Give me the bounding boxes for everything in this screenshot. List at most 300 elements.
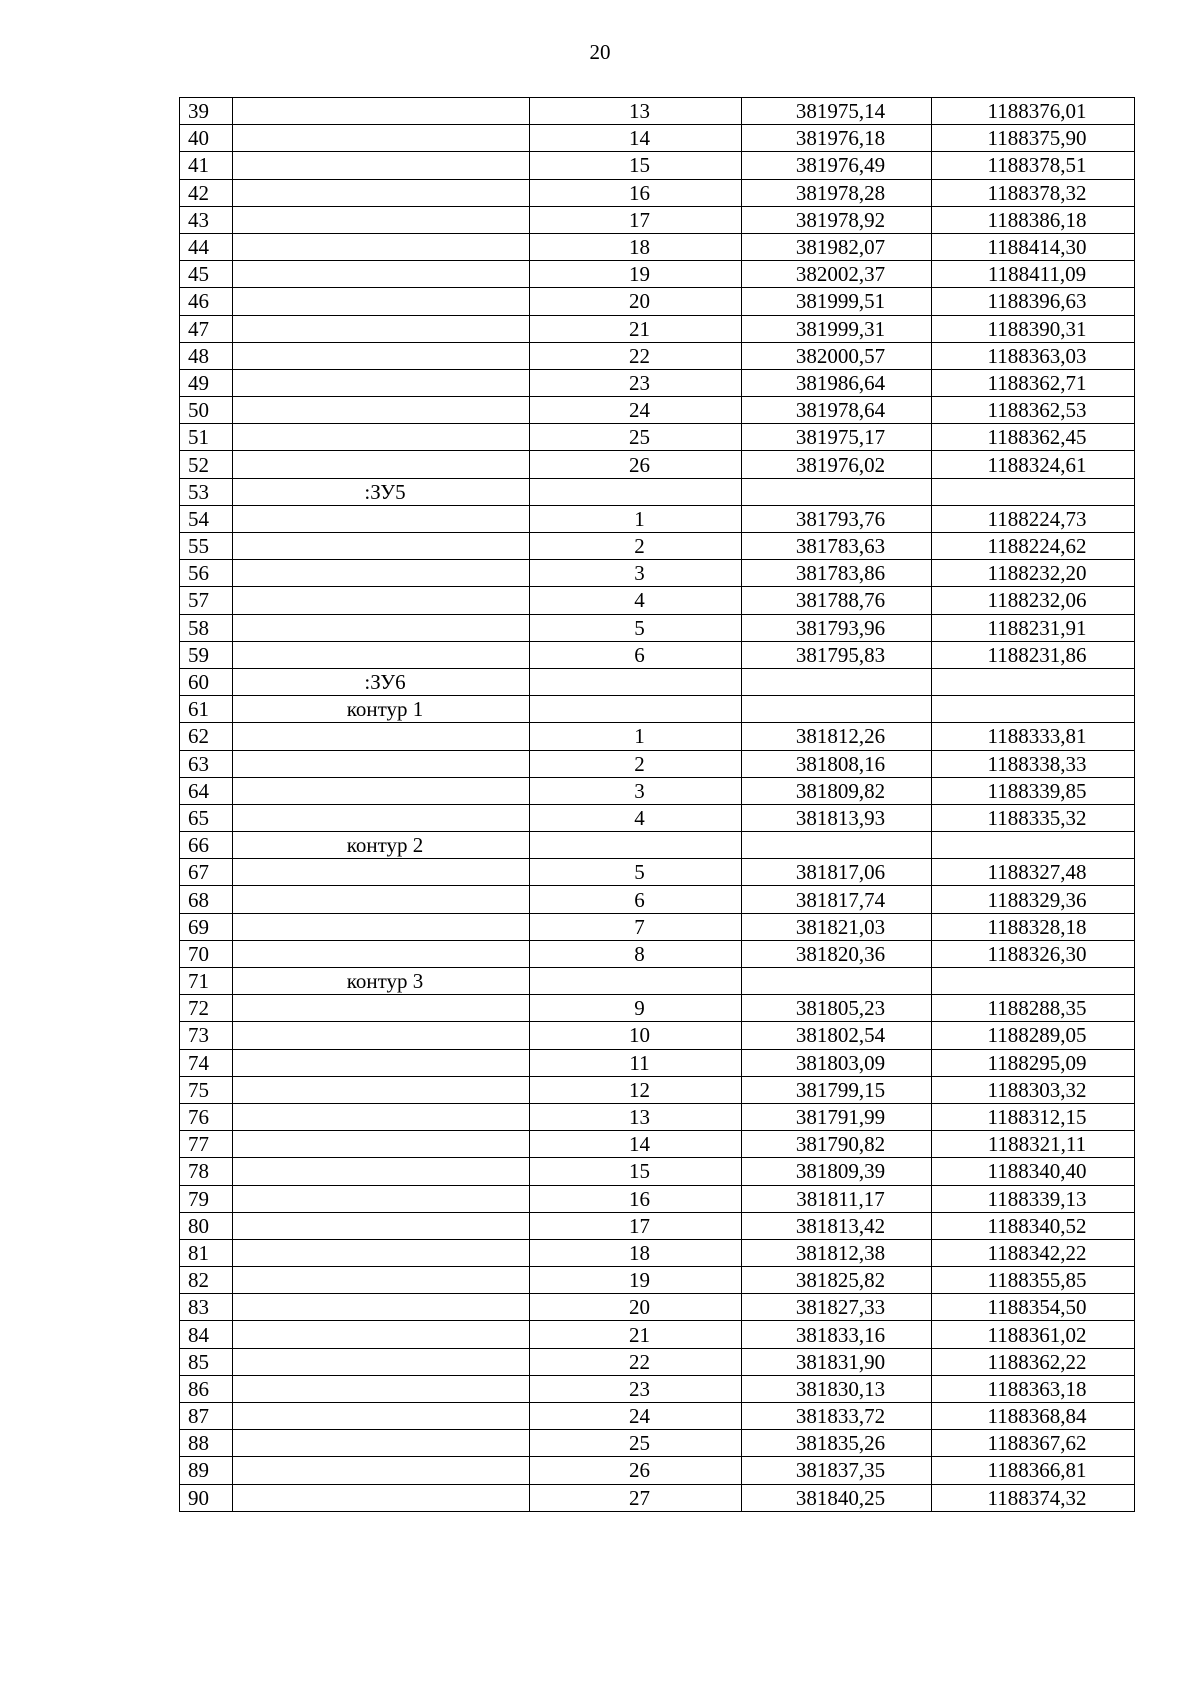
coordinate-y: 1188378,32: [932, 179, 1135, 206]
row-number: 85: [180, 1348, 233, 1375]
parcel-label: [233, 1375, 530, 1402]
row-number: 54: [180, 505, 233, 532]
table-row: [180, 1321, 1135, 1348]
coordinate-y: 1188326,30: [932, 940, 1135, 967]
parcel-label: [233, 777, 530, 804]
coordinate-x: 381817,06: [742, 859, 932, 886]
coordinate-x: 381783,86: [742, 560, 932, 587]
table-row: [180, 179, 1135, 206]
point-number: 13: [530, 98, 742, 125]
coordinate-x: 382002,37: [742, 261, 932, 288]
coordinate-x: 381793,96: [742, 614, 932, 641]
coordinate-y: 1188328,18: [932, 913, 1135, 940]
table-row: [180, 315, 1135, 342]
coordinate-x: 381835,26: [742, 1430, 932, 1457]
table-row: [180, 98, 1135, 125]
parcel-label: [233, 886, 530, 913]
point-number: 26: [530, 1457, 742, 1484]
table-row: [180, 995, 1135, 1022]
point-number: 14: [530, 1131, 742, 1158]
point-number: 21: [530, 315, 742, 342]
parcel-label: [233, 804, 530, 831]
point-number: 4: [530, 587, 742, 614]
coordinate-x: 381805,23: [742, 995, 932, 1022]
coordinate-x: 381821,03: [742, 913, 932, 940]
coordinate-x: 381802,54: [742, 1022, 932, 1049]
coordinates-table: [179, 97, 1135, 1512]
coordinate-y: 1188340,40: [932, 1158, 1135, 1185]
coordinate-x: 381986,64: [742, 369, 932, 396]
coordinate-x: 381827,33: [742, 1294, 932, 1321]
row-number: 49: [180, 369, 233, 396]
table-row: [180, 668, 1135, 695]
point-number: [530, 668, 742, 695]
parcel-label: [233, 342, 530, 369]
parcel-label: [233, 451, 530, 478]
table-row: [180, 1212, 1135, 1239]
parcel-label: [233, 1049, 530, 1076]
point-number: 19: [530, 261, 742, 288]
coordinate-x: 382000,57: [742, 342, 932, 369]
coordinate-y: 1188321,11: [932, 1131, 1135, 1158]
parcel-label: [233, 533, 530, 560]
row-number: 60: [180, 668, 233, 695]
point-number: 20: [530, 288, 742, 315]
point-number: 3: [530, 777, 742, 804]
coordinate-x: 381982,07: [742, 233, 932, 260]
coordinate-y: 1188329,36: [932, 886, 1135, 913]
point-number: 2: [530, 750, 742, 777]
point-number: 2: [530, 533, 742, 560]
point-number: 8: [530, 940, 742, 967]
table-row: [180, 804, 1135, 831]
row-number: 40: [180, 125, 233, 152]
point-number: 12: [530, 1076, 742, 1103]
point-number: 16: [530, 179, 742, 206]
coordinate-y: 1188231,91: [932, 614, 1135, 641]
coordinate-x: 381817,74: [742, 886, 932, 913]
row-number: 51: [180, 424, 233, 451]
coordinate-y: 1188376,01: [932, 98, 1135, 125]
point-number: 20: [530, 1294, 742, 1321]
coordinate-y: 1188289,05: [932, 1022, 1135, 1049]
parcel-label: [233, 560, 530, 587]
coordinate-x: 381783,63: [742, 533, 932, 560]
coordinate-x: 381811,17: [742, 1185, 932, 1212]
row-number: 78: [180, 1158, 233, 1185]
coordinate-y: 1188288,35: [932, 995, 1135, 1022]
row-number: 41: [180, 152, 233, 179]
parcel-label: контур 3: [233, 968, 530, 995]
point-number: 17: [530, 1212, 742, 1239]
coordinate-x: 381788,76: [742, 587, 932, 614]
coordinate-x: 381791,99: [742, 1103, 932, 1130]
parcel-label: [233, 614, 530, 641]
table-row: [180, 1049, 1135, 1076]
row-number: 81: [180, 1239, 233, 1266]
table-row: [180, 560, 1135, 587]
coordinate-x: 381975,17: [742, 424, 932, 451]
coordinate-y: [932, 696, 1135, 723]
row-number: 69: [180, 913, 233, 940]
parcel-label: [233, 261, 530, 288]
coordinate-y: 1188224,62: [932, 533, 1135, 560]
row-number: 43: [180, 206, 233, 233]
point-number: 11: [530, 1049, 742, 1076]
row-number: 55: [180, 533, 233, 560]
row-number: 47: [180, 315, 233, 342]
row-number: 52: [180, 451, 233, 478]
parcel-label: [233, 1294, 530, 1321]
point-number: 17: [530, 206, 742, 233]
coordinate-y: 1188411,09: [932, 261, 1135, 288]
coordinate-y: 1188335,32: [932, 804, 1135, 831]
point-number: 4: [530, 804, 742, 831]
row-number: 45: [180, 261, 233, 288]
table-row: [180, 288, 1135, 315]
table-row: [180, 125, 1135, 152]
table-row: [180, 777, 1135, 804]
row-number: 42: [180, 179, 233, 206]
parcel-label: [233, 206, 530, 233]
coordinate-y: 1188231,86: [932, 641, 1135, 668]
parcel-label: [233, 995, 530, 1022]
coordinate-y: 1188354,50: [932, 1294, 1135, 1321]
table-row: [180, 641, 1135, 668]
coordinate-y: [932, 668, 1135, 695]
parcel-label: [233, 1212, 530, 1239]
row-number: 58: [180, 614, 233, 641]
point-number: 1: [530, 723, 742, 750]
point-number: 5: [530, 859, 742, 886]
parcel-label: [233, 723, 530, 750]
point-number: 18: [530, 1239, 742, 1266]
row-number: 50: [180, 397, 233, 424]
row-number: 89: [180, 1457, 233, 1484]
coordinate-y: 1188333,81: [932, 723, 1135, 750]
coordinate-x: 381812,26: [742, 723, 932, 750]
coordinate-x: 381999,51: [742, 288, 932, 315]
parcel-label: [233, 125, 530, 152]
parcel-label: :ЗУ5: [233, 478, 530, 505]
coordinate-x: [742, 696, 932, 723]
parcel-label: [233, 1267, 530, 1294]
table-row: [180, 342, 1135, 369]
row-number: 80: [180, 1212, 233, 1239]
table-row: [180, 886, 1135, 913]
coordinate-x: 381799,15: [742, 1076, 932, 1103]
parcel-label: [233, 1403, 530, 1430]
parcel-label: [233, 859, 530, 886]
parcel-label: [233, 1185, 530, 1212]
row-number: 53: [180, 478, 233, 505]
coordinate-x: 381825,82: [742, 1267, 932, 1294]
coordinate-y: [932, 478, 1135, 505]
row-number: 62: [180, 723, 233, 750]
row-number: 90: [180, 1484, 233, 1511]
point-number: 15: [530, 1158, 742, 1185]
table-row: [180, 1158, 1135, 1185]
parcel-label: [233, 1239, 530, 1266]
row-number: 65: [180, 804, 233, 831]
coordinate-y: 1188363,18: [932, 1375, 1135, 1402]
coordinates-table-body: [180, 98, 1135, 1512]
row-number: 79: [180, 1185, 233, 1212]
coordinate-y: 1188366,81: [932, 1457, 1135, 1484]
coordinate-x: 381820,36: [742, 940, 932, 967]
point-number: 18: [530, 233, 742, 260]
coordinate-y: 1188303,32: [932, 1076, 1135, 1103]
row-number: 64: [180, 777, 233, 804]
parcel-label: [233, 98, 530, 125]
point-number: [530, 696, 742, 723]
coordinate-y: 1188368,84: [932, 1403, 1135, 1430]
coordinate-y: 1188386,18: [932, 206, 1135, 233]
coordinate-x: 381830,13: [742, 1375, 932, 1402]
parcel-label: [233, 424, 530, 451]
point-number: 15: [530, 152, 742, 179]
coordinate-x: [742, 668, 932, 695]
point-number: 16: [530, 1185, 742, 1212]
row-number: 75: [180, 1076, 233, 1103]
parcel-label: [233, 1158, 530, 1185]
table-row: [180, 424, 1135, 451]
table-row: [180, 1185, 1135, 1212]
parcel-label: [233, 1321, 530, 1348]
table-row: [180, 533, 1135, 560]
coordinate-x: 381833,16: [742, 1321, 932, 1348]
table-row: [180, 369, 1135, 396]
row-number: 46: [180, 288, 233, 315]
parcel-label: [233, 1131, 530, 1158]
point-number: 1: [530, 505, 742, 532]
point-number: 21: [530, 1321, 742, 1348]
coordinate-x: 381790,82: [742, 1131, 932, 1158]
point-number: 14: [530, 125, 742, 152]
row-number: 71: [180, 968, 233, 995]
point-number: 24: [530, 1403, 742, 1430]
coordinate-y: 1188312,15: [932, 1103, 1135, 1130]
coordinate-y: 1188339,85: [932, 777, 1135, 804]
coordinate-x: 381978,92: [742, 206, 932, 233]
table-row: [180, 1375, 1135, 1402]
coordinate-y: 1188414,30: [932, 233, 1135, 260]
coordinate-x: 381840,25: [742, 1484, 932, 1511]
point-number: 6: [530, 886, 742, 913]
parcel-label: [233, 1076, 530, 1103]
row-number: 82: [180, 1267, 233, 1294]
row-number: 73: [180, 1022, 233, 1049]
table-row: [180, 1403, 1135, 1430]
table-row: [180, 1348, 1135, 1375]
row-number: 61: [180, 696, 233, 723]
table-row: [180, 478, 1135, 505]
table-row: [180, 750, 1135, 777]
parcel-label: [233, 315, 530, 342]
table-row: [180, 723, 1135, 750]
row-number: 83: [180, 1294, 233, 1321]
point-number: 5: [530, 614, 742, 641]
point-number: 25: [530, 1430, 742, 1457]
coordinate-x: 381999,31: [742, 315, 932, 342]
point-number: 19: [530, 1267, 742, 1294]
point-number: 27: [530, 1484, 742, 1511]
row-number: 72: [180, 995, 233, 1022]
point-number: 23: [530, 1375, 742, 1402]
table-row: [180, 1131, 1135, 1158]
row-number: 84: [180, 1321, 233, 1348]
point-number: 10: [530, 1022, 742, 1049]
coordinate-y: 1188390,31: [932, 315, 1135, 342]
coordinate-x: 381809,39: [742, 1158, 932, 1185]
parcel-label: [233, 940, 530, 967]
coordinate-y: 1188340,52: [932, 1212, 1135, 1239]
table-row: [180, 451, 1135, 478]
point-number: 23: [530, 369, 742, 396]
parcel-label: [233, 233, 530, 260]
row-number: 39: [180, 98, 233, 125]
table-row: [180, 1103, 1135, 1130]
point-number: 6: [530, 641, 742, 668]
row-number: 77: [180, 1131, 233, 1158]
coordinate-y: 1188232,20: [932, 560, 1135, 587]
coordinate-y: 1188396,63: [932, 288, 1135, 315]
coordinate-x: 381833,72: [742, 1403, 932, 1430]
table-row: [180, 233, 1135, 260]
coordinate-y: 1188324,61: [932, 451, 1135, 478]
coordinate-y: 1188339,13: [932, 1185, 1135, 1212]
coordinate-y: [932, 968, 1135, 995]
row-number: 57: [180, 587, 233, 614]
table-row: [180, 1239, 1135, 1266]
table-row: [180, 397, 1135, 424]
row-number: 67: [180, 859, 233, 886]
coordinate-x: 381793,76: [742, 505, 932, 532]
table-row: [180, 587, 1135, 614]
table-row: [180, 859, 1135, 886]
coordinate-x: [742, 832, 932, 859]
coordinate-x: 381812,38: [742, 1239, 932, 1266]
coordinate-y: 1188361,02: [932, 1321, 1135, 1348]
parcel-label: [233, 750, 530, 777]
table-row: [180, 1267, 1135, 1294]
coordinate-x: 381808,16: [742, 750, 932, 777]
coordinate-y: 1188224,73: [932, 505, 1135, 532]
table-row: [180, 968, 1135, 995]
parcel-label: [233, 1430, 530, 1457]
parcel-label: [233, 1103, 530, 1130]
parcel-label: [233, 288, 530, 315]
table-row: [180, 1457, 1135, 1484]
coordinate-x: 381837,35: [742, 1457, 932, 1484]
table-row: [180, 1294, 1135, 1321]
point-number: 22: [530, 342, 742, 369]
point-number: 25: [530, 424, 742, 451]
table-row: [180, 696, 1135, 723]
parcel-label: [233, 641, 530, 668]
table-row: [180, 1076, 1135, 1103]
table-row: [180, 913, 1135, 940]
coordinate-y: 1188367,62: [932, 1430, 1135, 1457]
coordinate-x: 381813,42: [742, 1212, 932, 1239]
point-number: 7: [530, 913, 742, 940]
table-row: [180, 505, 1135, 532]
coordinate-y: 1188375,90: [932, 125, 1135, 152]
coordinate-x: 381976,18: [742, 125, 932, 152]
coordinate-y: 1188355,85: [932, 1267, 1135, 1294]
parcel-label: [233, 1457, 530, 1484]
parcel-label: [233, 1484, 530, 1511]
parcel-label: [233, 397, 530, 424]
coordinate-y: 1188295,09: [932, 1049, 1135, 1076]
row-number: 48: [180, 342, 233, 369]
point-number: [530, 478, 742, 505]
table-row: [180, 1484, 1135, 1511]
row-number: 44: [180, 233, 233, 260]
table-row: [180, 1022, 1135, 1049]
row-number: 56: [180, 560, 233, 587]
point-number: [530, 968, 742, 995]
row-number: 88: [180, 1430, 233, 1457]
coordinate-x: 381803,09: [742, 1049, 932, 1076]
parcel-label: контур 2: [233, 832, 530, 859]
coordinate-y: 1188362,71: [932, 369, 1135, 396]
coordinate-x: 381975,14: [742, 98, 932, 125]
point-number: 9: [530, 995, 742, 1022]
coordinate-x: 381976,49: [742, 152, 932, 179]
point-number: 26: [530, 451, 742, 478]
coordinate-y: 1188342,22: [932, 1239, 1135, 1266]
table-row: [180, 261, 1135, 288]
coordinate-x: 381976,02: [742, 451, 932, 478]
coordinate-x: 381978,64: [742, 397, 932, 424]
row-number: 87: [180, 1403, 233, 1430]
table-row: [180, 1430, 1135, 1457]
table-row: [180, 832, 1135, 859]
row-number: 86: [180, 1375, 233, 1402]
row-number: 66: [180, 832, 233, 859]
coordinate-y: 1188363,03: [932, 342, 1135, 369]
coordinate-y: 1188338,33: [932, 750, 1135, 777]
coordinate-y: 1188362,45: [932, 424, 1135, 451]
point-number: 24: [530, 397, 742, 424]
coordinate-x: [742, 478, 932, 505]
coordinate-x: 381809,82: [742, 777, 932, 804]
parcel-label: :ЗУ6: [233, 668, 530, 695]
row-number: 59: [180, 641, 233, 668]
parcel-label: [233, 152, 530, 179]
parcel-label: [233, 369, 530, 396]
point-number: 13: [530, 1103, 742, 1130]
coordinate-y: 1188327,48: [932, 859, 1135, 886]
parcel-label: [233, 505, 530, 532]
point-number: [530, 832, 742, 859]
page-number: 20: [589, 40, 611, 64]
row-number: 70: [180, 940, 233, 967]
parcel-label: [233, 1348, 530, 1375]
table-row: [180, 614, 1135, 641]
parcel-label: [233, 587, 530, 614]
parcel-label: [233, 913, 530, 940]
parcel-label: [233, 1022, 530, 1049]
coordinate-y: 1188232,06: [932, 587, 1135, 614]
table-row: [180, 152, 1135, 179]
coordinate-y: 1188374,32: [932, 1484, 1135, 1511]
table-row: [180, 206, 1135, 233]
coordinate-x: 381795,83: [742, 641, 932, 668]
row-number: 76: [180, 1103, 233, 1130]
coordinate-x: [742, 968, 932, 995]
